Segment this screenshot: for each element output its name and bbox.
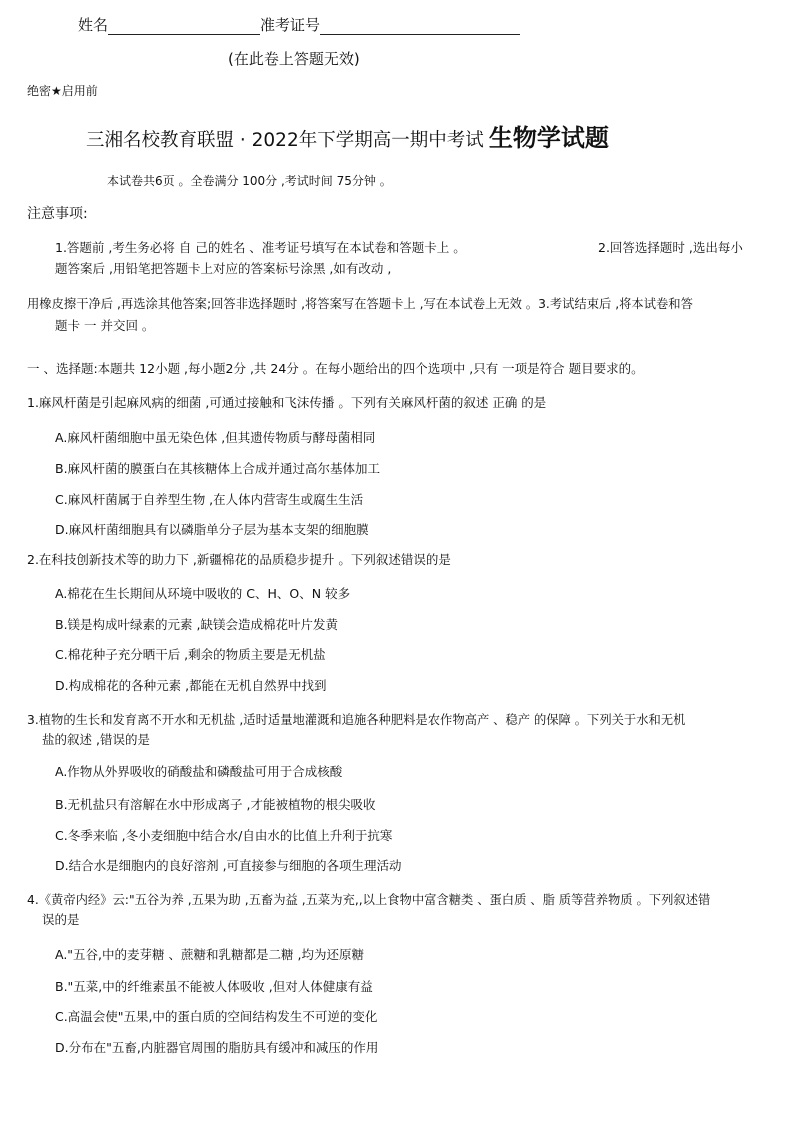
question-option: B.麻风杆菌的膜蛋白在其核糖体上合成并通过高尔基体加工	[55, 461, 381, 476]
name-label: 姓名	[78, 16, 109, 34]
name-field	[78, 14, 520, 35]
exam-id-label: 准考证号	[260, 16, 321, 34]
question-option: D.分布在"五畜,内脏器官周围的脂肪具有缓冲和减压的作用	[55, 1040, 379, 1055]
notice-line-3: 用橡皮擦干净后 ,再选涂其他答案;回答非选择题时 ,将答案写在答题卡上 ,写在本试卷上无效 。3.考试结束后 ,将本试卷和答	[27, 297, 693, 311]
question-option: A."五谷,中的麦芽糖 、蔗糖和乳糖都是二糖 ,均为还原糖	[55, 947, 364, 962]
question-option: A.棉花在生长期间从环境中吸收的 C、H、O、N 较多	[55, 586, 351, 601]
question-option: C.棉花种子充分晒干后 ,剩余的物质主要是无机盐	[55, 647, 326, 662]
question-stem: 3.植物的生长和发育离不开水和无机盐 ,适时适量地灌溉和追施各种肥料是农作物高产 、稳产 的保障 。下列关于水和无机	[27, 713, 686, 727]
question-stem-cont: 盐的叙述 ,错误的是	[42, 732, 150, 747]
title-subject: 生物学试题	[488, 124, 609, 152]
question-option: C.麻风杆菌属于自养型生物 ,在人体内营寄生或腐生生活	[55, 492, 364, 507]
notice-line-1a: 1.答题前 ,考生务必将 自 己的姓名 、准考证号填写在本试卷和答题卡上 。	[55, 240, 466, 255]
notice-line-1b: 2.回答选择题时 ,选出每小	[598, 240, 743, 255]
notice-heading: 注意事项:	[27, 206, 88, 222]
name-blank[interactable]	[108, 19, 260, 35]
secret-label: 绝密★启用前	[27, 84, 98, 98]
page-title	[86, 118, 609, 153]
question-option: C.高温会使"五果,中的蛋白质的空间结构发生不可逆的变化	[55, 1009, 378, 1024]
title-main: 三湘名校教育联盟 · 2022年下学期高一期中考试	[86, 130, 484, 151]
section-heading: 一 、选择题:本题共 12小题 ,每小题2分 ,共 24分 。在每小题给出的四个选项中 ,只有 一项是符合 题目要求的。	[27, 361, 644, 376]
question-option: D.麻风杆菌细胞具有以磷脂单分子层为基本支架的细胞膜	[55, 522, 369, 537]
question-stem-cont: 误的是	[42, 912, 80, 927]
question-stem: 1.麻风杆菌是引起麻风病的细菌 ,可通过接触和飞沫传播 。下列有关麻风杆菌的叙述 正确 的是	[27, 395, 547, 410]
question-option: B.镁是构成叶绿素的元素 ,缺镁会造成棉花叶片发黄	[55, 617, 338, 632]
question-stem: 2.在科技创新技术等的助力下 ,新疆棉花的品质稳步提升 。下列叙述错误的是	[27, 552, 451, 567]
notice-line-2: 题答案后 ,用铅笔把答题卡上对应的答案标号涂黑 ,如有改动 ,	[55, 261, 392, 276]
exam-id-blank[interactable]	[320, 19, 520, 35]
question-option: A.作物从外界吸收的硝酸盐和磷酸盐可用于合成核酸	[55, 764, 343, 779]
question-stem: 4.《黄帝内经》云:"五谷为养 ,五果为助 ,五畜为益 ,五菜为充,,以上食物中富含糖类 、蛋白质 、脂 质等营养物质 。下列叙述错	[27, 893, 711, 907]
question-option: D.构成棉花的各种元素 ,都能在无机自然界中找到	[55, 678, 327, 693]
notice-line-4: 题卡 一 并交回 。	[55, 318, 155, 333]
question-option: B."五菜,中的纤维素虽不能被人体吸收 ,但对人体健康有益	[55, 979, 373, 994]
question-option: C.冬季来临 ,冬小麦细胞中结合水/自由水的比值上升利于抗寒	[55, 828, 393, 843]
exam-info: 本试卷共6页 。全卷满分 100分 ,考试时间 75分钟 。	[107, 174, 392, 188]
invalid-note: (在此卷上答题无效)	[228, 50, 360, 68]
question-option: B.无机盐只有溶解在水中形成离子 ,才能被植物的根尖吸收	[55, 797, 376, 812]
question-option: A.麻风杆菌细胞中虽无染色体 ,但其遗传物质与酵母菌相同	[55, 430, 376, 445]
question-option: D.结合水是细胞内的良好溶剂 ,可直接参与细胞的各项生理活动	[55, 858, 402, 873]
